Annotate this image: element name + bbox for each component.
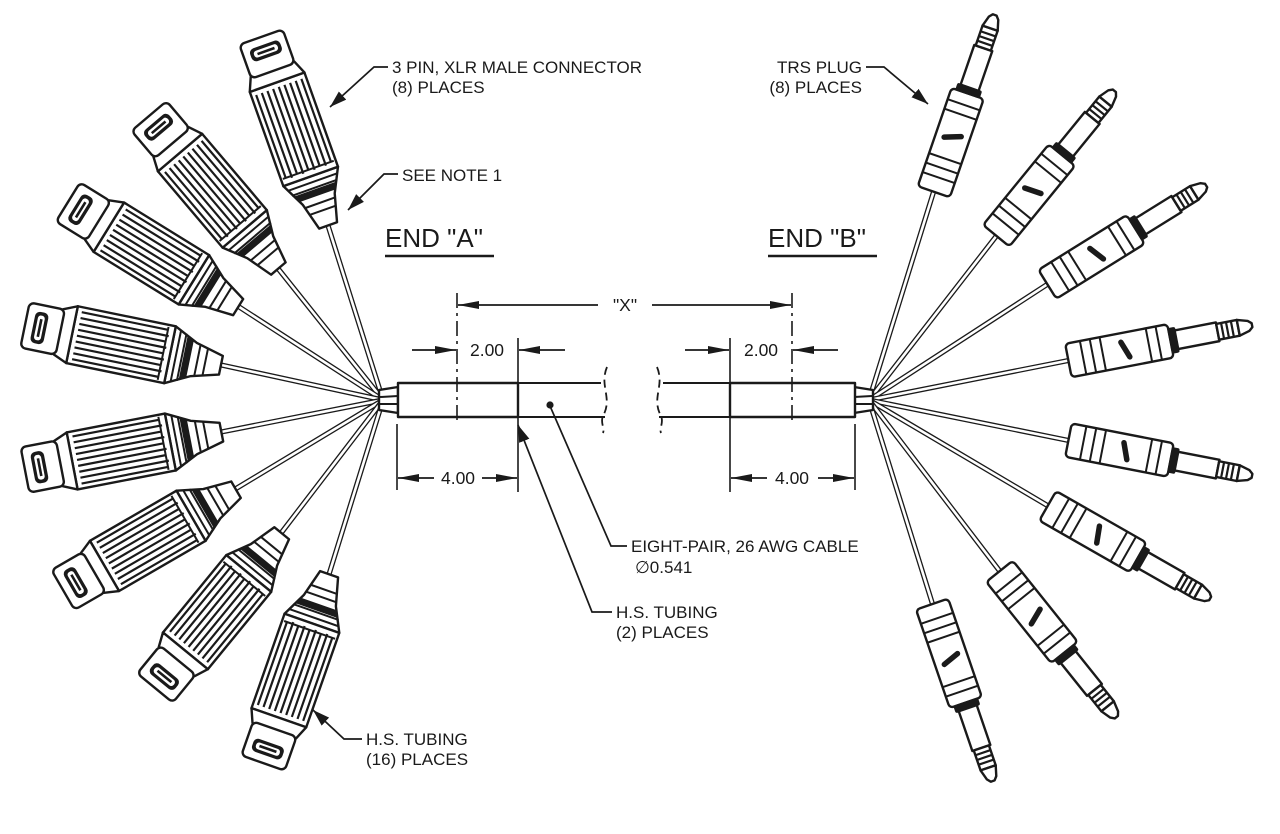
trs-plug <box>1065 308 1255 377</box>
hs-tubing-left <box>398 383 518 417</box>
hs16-callout-line2: (16) PLACES <box>366 750 469 769</box>
xlr-callout-line2: (8) PLACES <box>392 78 485 97</box>
trs-plugs-end-b <box>916 9 1255 786</box>
trs-callout-line2: (8) PLACES <box>769 78 862 97</box>
dimension-2in-left <box>412 340 565 360</box>
hs16-callout-line1: H.S. TUBING <box>366 730 468 749</box>
dimension-2-left-label: 2.00 <box>469 340 505 360</box>
cable-collar-right <box>854 387 873 413</box>
callout-cable-spec <box>546 401 858 577</box>
dimension-2in-right <box>685 340 838 360</box>
dimension-x-label: "X" <box>612 295 638 315</box>
cable-collar-left <box>379 387 398 413</box>
trs-plug <box>1065 423 1255 492</box>
trs-plug <box>986 561 1129 728</box>
dimension-4-left-label: 4.00 <box>440 468 476 488</box>
trs-plug <box>983 80 1128 246</box>
dimension-4in-right <box>731 468 854 488</box>
dimension-overall-x <box>458 295 791 315</box>
end-b-label: END "B" <box>768 223 866 253</box>
xlr-connectors-end-a <box>19 27 356 772</box>
end-a-label: END "A" <box>385 223 483 253</box>
see-note-label: SEE NOTE 1 <box>402 166 503 185</box>
end-b-title <box>768 223 877 256</box>
cable-callout-line2: ∅0.541 <box>635 558 693 577</box>
cable-callout-line1: EIGHT-PAIR, 26 AWG CABLE <box>631 537 859 556</box>
cable-break-left <box>602 367 607 433</box>
callout-hs-tubing-16 <box>313 710 468 769</box>
callout-hs-tubing-2 <box>518 425 718 642</box>
center-cable-assembly <box>379 367 873 433</box>
callout-trs-plug <box>769 58 928 104</box>
callout-see-note <box>348 166 502 210</box>
trs-callout-line1: TRS PLUG <box>776 58 862 77</box>
xlr-callout-line1: 3 PIN, XLR MALE CONNECTOR <box>392 58 643 77</box>
hs2-callout-line2: (2) PLACES <box>616 623 709 642</box>
cable-body <box>518 367 730 433</box>
hs2-callout-line1: H.S. TUBING <box>616 603 718 622</box>
xlr-connector <box>20 404 227 499</box>
trs-plug <box>1038 171 1215 299</box>
end-a-title <box>385 223 494 256</box>
leader-dot <box>546 401 553 408</box>
cable-lead <box>869 184 1076 612</box>
callout-xlr-connector <box>330 58 642 107</box>
cable-lead <box>211 216 383 584</box>
dimension-4-right-label: 4.00 <box>774 468 810 488</box>
dimension-2-right-label: 2.00 <box>743 340 779 360</box>
cable-break-right <box>657 367 662 433</box>
xlr-connector <box>19 297 227 394</box>
dimension-4in-left <box>398 468 517 488</box>
trs-plug <box>916 599 1009 787</box>
trs-plug <box>918 9 1011 197</box>
trs-plug <box>1039 491 1218 613</box>
